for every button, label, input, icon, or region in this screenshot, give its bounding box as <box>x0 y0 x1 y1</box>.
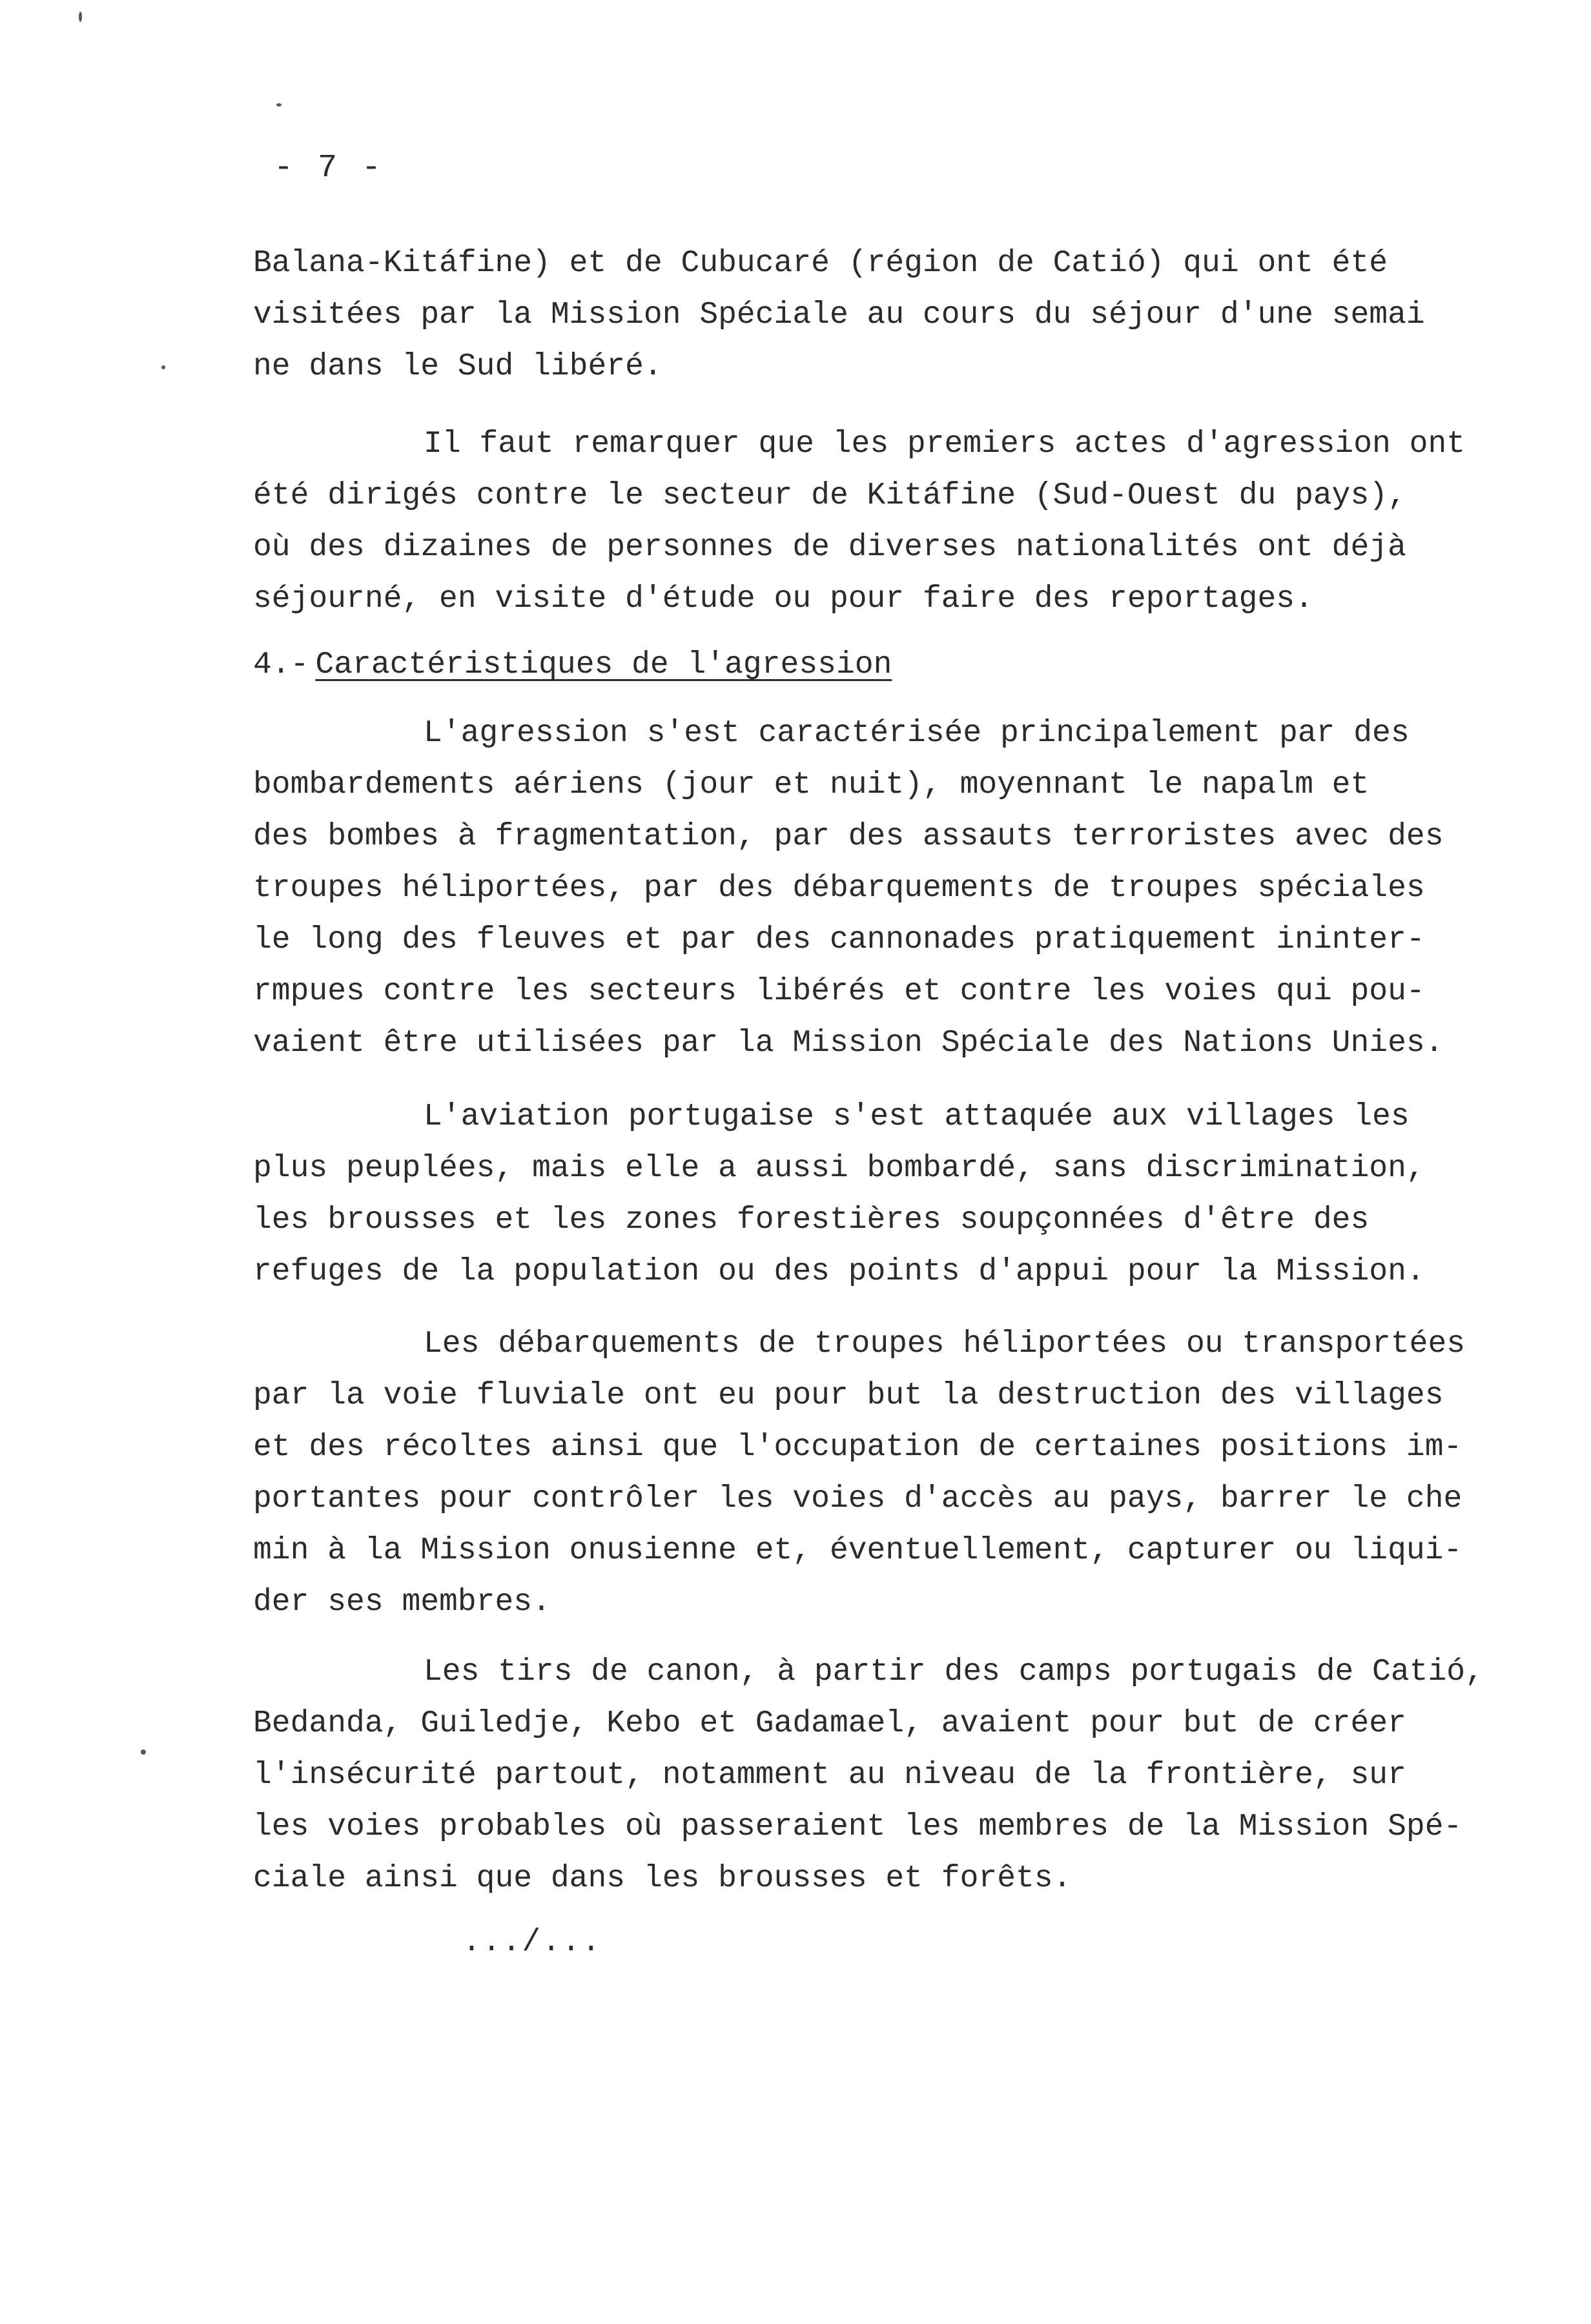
scan-speck <box>161 365 165 369</box>
text-line: par la voie fluviale ont eu pour but la destruction des villages <box>253 1378 1444 1413</box>
text-line: refuges de la population ou des points d'appui pour la Mission. <box>253 1254 1425 1289</box>
text-line: les voies probables où passeraient les membres de la Mission Spé- <box>253 1809 1463 1844</box>
section-number: 4.- <box>253 647 309 682</box>
paragraph-continued <box>253 238 1506 392</box>
text-line: troupes héliportées, par des débarquements de troupes spéciales <box>253 871 1425 906</box>
text-line: les brousses et les zones forestières soupçonnées d'être des <box>253 1203 1370 1238</box>
text-line: et des récoltes ainsi que l'occupation de certaines positions im- <box>253 1430 1463 1465</box>
text-line: ne dans le Sud libéré. <box>253 349 662 384</box>
page-number: - 7 - <box>274 150 384 187</box>
paragraph-debarquements <box>253 1318 1506 1628</box>
text-line: le long des fleuves et par des cannonades pratiquement ininter- <box>253 922 1425 957</box>
scan-speck <box>141 1749 146 1755</box>
continuation-mark: .../... <box>462 1925 602 1960</box>
text-line: visitées par la Mission Spéciale au cours du séjour d'une semai <box>253 298 1425 332</box>
text-line: Il faut remarquer que les premiers actes d'agression ont <box>424 427 1466 462</box>
paragraph-tirs-canon <box>253 1646 1506 1904</box>
text-line: l'insécurité partout, notamment au niveau de la frontière, sur <box>253 1758 1406 1793</box>
section-heading <box>253 639 1506 691</box>
text-line: Les tirs de canon, à partir des camps portugais de Catió, <box>424 1655 1484 1689</box>
scan-speck <box>276 103 282 107</box>
text-line: Bedanda, Guiledje, Kebo et Gadamael, avaient pour but de créer <box>253 1706 1406 1741</box>
text-line: été dirigés contre le secteur de Kitáfine (Sud-Ouest du pays), <box>253 478 1406 513</box>
text-line: vaient être utilisées par la Mission Spéciale des Nations Unies. <box>253 1026 1444 1061</box>
text-line: ciale ainsi que dans les brousses et forêts. <box>253 1861 1072 1896</box>
section-title: Caractéristiques de l'agression <box>315 647 892 682</box>
text-line: rmpues contre les secteurs libérés et contre les voies qui pou- <box>253 974 1425 1009</box>
text-line: Balana-Kitáfine) et de Cubucaré (région de Catió) qui ont été <box>253 246 1388 281</box>
text-line: plus peuplées, mais elle a aussi bombardé, sans discrimination, <box>253 1151 1425 1186</box>
scan-speck <box>79 12 82 22</box>
text-line: séjourné, en visite d'étude ou pour faire des reportages. <box>253 582 1313 617</box>
text-line: où des dizaines de personnes de diverses nationalités ont déjà <box>253 530 1406 565</box>
paragraph-agression <box>253 708 1506 1069</box>
paragraph-aviation <box>253 1091 1506 1298</box>
text-line: L'aviation portugaise s'est attaquée aux villages les <box>424 1099 1410 1134</box>
text-line: L'agression s'est caractérisée principalement par des <box>424 716 1410 751</box>
paragraph-kitafine <box>253 418 1506 625</box>
text-line: bombardements aériens (jour et nuit), moyennant le napalm et <box>253 768 1370 802</box>
text-line: portantes pour contrôler les voies d'accès au pays, barrer le che <box>253 1482 1463 1516</box>
text-line: des bombes à fragmentation, par des assauts terroristes avec des <box>253 819 1444 854</box>
text-line: Les débarquements de troupes héliportées ou transportées <box>424 1327 1466 1361</box>
text-line: der ses membres. <box>253 1585 551 1620</box>
text-line: min à la Mission onusienne et, éventuellement, capturer ou liqui- <box>253 1533 1463 1568</box>
